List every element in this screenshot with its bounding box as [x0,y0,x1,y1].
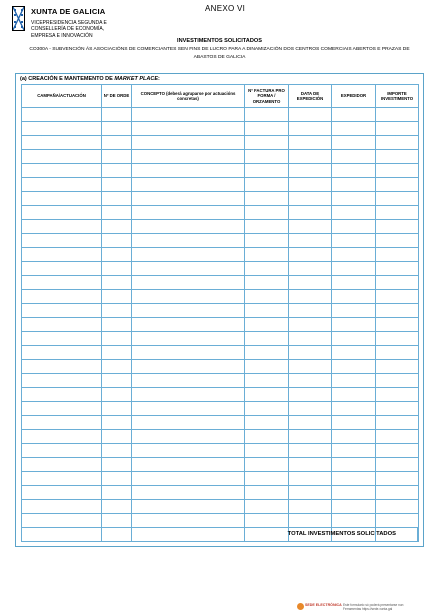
cell-campaign[interactable] [22,430,102,444]
cell-order-number[interactable] [102,430,132,444]
cell-issue-date[interactable] [289,416,332,430]
table-row [22,220,419,234]
cell-order-number[interactable] [102,262,132,276]
cell-amount[interactable] [376,276,419,290]
footer-text [343,603,403,612]
cell-amount[interactable] [376,178,419,192]
cell-concept[interactable] [132,290,245,304]
cell-concept[interactable] [132,360,245,374]
cell-issuer[interactable] [332,108,376,122]
cell-amount[interactable] [376,332,419,346]
table-row [22,332,419,346]
section-label-italic: MARKET PLACE [114,76,159,82]
cell-amount[interactable] [376,472,419,486]
cell-issue-date[interactable] [289,458,332,472]
cell-issuer[interactable] [332,472,376,486]
cell-order-number[interactable] [102,290,132,304]
table-row [22,388,419,402]
cell-amount[interactable] [376,458,419,472]
cell-issue-date[interactable] [289,346,332,360]
cell-amount[interactable] [376,122,419,136]
department-line: VICEPRESIDENCIA SEGUNDA E [31,20,107,26]
cell-concept[interactable] [132,332,245,346]
cell-order-number[interactable] [102,486,132,500]
cell-issuer[interactable] [332,276,376,290]
cell-order-number[interactable] [102,458,132,472]
cell-campaign[interactable] [22,108,102,122]
cell-issuer[interactable] [332,290,376,304]
column-header-issue-date: DATA DE EXPEDICIÓN [289,85,332,108]
table-row [22,178,419,192]
table-row [22,472,419,486]
cell-concept[interactable] [132,388,245,402]
cell-invoice-number[interactable] [245,220,289,234]
cell-order-number[interactable] [102,108,132,122]
cell-order-number[interactable] [102,360,132,374]
cell-order-number[interactable] [102,164,132,178]
table-row [22,374,419,388]
cell-order-number[interactable] [102,234,132,248]
cell-issuer[interactable] [332,206,376,220]
cell-concept[interactable] [132,164,245,178]
cell-amount[interactable] [376,416,419,430]
cell-issue-date[interactable] [289,444,332,458]
cell-issue-date[interactable] [289,234,332,248]
document-subtitle: CO300A - SUBVENCIÓN ÁS ASOCIACIÓNS DE COMERCIANTES SEN FINS DE LUCRO PARA A DINAMIZACIÓN DOS CENTROS COMERCIAIS ABERTOS E PRAZAS DE ABASTOS DE GALICIA [29,47,410,60]
table-row [22,304,419,318]
cell-issuer[interactable] [332,500,376,514]
table-row [22,206,419,220]
cell-campaign[interactable] [22,472,102,486]
cell-issue-date[interactable] [289,164,332,178]
cell-order-number[interactable] [102,178,132,192]
cell-issuer[interactable] [332,318,376,332]
cell-concept[interactable] [132,430,245,444]
section-label-suffix: : [158,76,160,82]
cell-issue-date[interactable] [289,178,332,192]
footer-line: Este formulario só poderá presentarse nun [343,603,404,607]
cell-invoice-number[interactable] [245,318,289,332]
cell-amount[interactable] [376,290,419,304]
cell-order-number[interactable] [102,304,132,318]
cell-campaign[interactable] [22,234,102,248]
cell-amount[interactable] [376,150,419,164]
table-row [22,486,419,500]
cell-order-number[interactable] [102,206,132,220]
table-row [22,514,419,528]
cell-concept[interactable] [132,192,245,206]
cell-issue-date[interactable] [289,262,332,276]
cell-amount[interactable] [376,402,419,416]
table-row [22,360,419,374]
cell-campaign[interactable] [22,276,102,290]
cell-issue-date[interactable] [289,360,332,374]
column-header-amount: IMPORTE INVESTIMENTO [376,85,419,108]
cell-issue-date[interactable] [289,472,332,486]
cell-order-number[interactable] [102,276,132,290]
cell-amount[interactable] [376,514,419,528]
cell-order-number[interactable] [102,136,132,150]
cell-invoice-number[interactable] [245,360,289,374]
cell-campaign[interactable] [22,346,102,360]
cell-concept[interactable] [132,402,245,416]
cell-issue-date[interactable] [289,318,332,332]
cell-issue-date[interactable] [289,514,332,528]
xunta-emblem-icon [12,6,25,31]
cell-amount[interactable] [376,164,419,178]
cell-concept[interactable] [132,178,245,192]
cell-issuer[interactable] [332,150,376,164]
annex-label: ANEXO VI [205,4,246,13]
cell-amount[interactable] [376,220,419,234]
cell-amount[interactable] [376,108,419,122]
table-row [22,416,419,430]
cell-amount[interactable] [376,234,419,248]
cell-concept[interactable] [132,458,245,472]
cell-order-number[interactable] [102,318,132,332]
cell-invoice-number[interactable] [245,234,289,248]
cell-campaign[interactable] [22,360,102,374]
table-row [22,402,419,416]
table-row [22,108,419,122]
cell-invoice-number[interactable] [245,248,289,262]
cell-issuer[interactable] [332,192,376,206]
cell-invoice-number[interactable] [245,472,289,486]
cell-issuer[interactable] [332,360,376,374]
cell-concept[interactable] [132,374,245,388]
cell-invoice-number[interactable] [245,444,289,458]
cell-amount[interactable] [376,486,419,500]
cell-amount[interactable] [376,206,419,220]
cell-campaign[interactable] [22,332,102,346]
table-row [22,458,419,472]
footer [297,603,437,613]
cell-issue-date[interactable] [289,430,332,444]
cell-campaign[interactable] [22,486,102,500]
cell-issuer[interactable] [332,136,376,150]
cell-concept[interactable] [132,472,245,486]
column-header-issuer: EXPEDIDOR [332,85,376,108]
cell-order-number[interactable] [102,374,132,388]
cell-amount[interactable] [376,192,419,206]
cell-issuer[interactable] [332,220,376,234]
cell-invoice-number[interactable] [245,122,289,136]
cell-issuer[interactable] [332,262,376,276]
cell-order-number[interactable] [102,444,132,458]
cell-campaign[interactable] [22,500,102,514]
cell-issue-date[interactable] [289,150,332,164]
cell-amount[interactable] [376,360,419,374]
cell-invoice-number[interactable] [245,136,289,150]
cell-issue-date[interactable] [289,122,332,136]
cell-campaign[interactable] [22,304,102,318]
cell-invoice-number[interactable] [245,500,289,514]
cell-campaign[interactable] [22,388,102,402]
table-header-row [22,85,419,108]
cell-campaign[interactable] [22,514,102,528]
table-row [22,164,419,178]
cell-campaign[interactable] [22,262,102,276]
cell-concept[interactable] [132,262,245,276]
cell-issuer[interactable] [332,430,376,444]
total-amount-field[interactable] [375,527,418,542]
cell-order-number[interactable] [102,402,132,416]
cell-campaign[interactable] [22,416,102,430]
cell-issue-date[interactable] [289,402,332,416]
cell-invoice-number[interactable] [245,486,289,500]
cell-issuer[interactable] [332,374,376,388]
cell-campaign[interactable] [22,318,102,332]
cell-order-number[interactable] [102,346,132,360]
table-body [22,108,419,542]
cell-amount[interactable] [376,430,419,444]
cell-issue-date[interactable] [289,332,332,346]
cell-order-number[interactable] [102,500,132,514]
cell-campaign[interactable] [22,178,102,192]
cell-campaign[interactable] [22,150,102,164]
cell-invoice-number[interactable] [245,192,289,206]
cell-concept[interactable] [132,220,245,234]
cell-issuer[interactable] [332,346,376,360]
cell-invoice-number[interactable] [245,458,289,472]
table-row [22,136,419,150]
cell-invoice-number[interactable] [245,346,289,360]
cell-campaign[interactable] [22,374,102,388]
cell-issuer[interactable] [332,178,376,192]
table-row [22,248,419,262]
cell-invoice-number[interactable] [245,150,289,164]
cell-concept[interactable] [132,500,245,514]
cell-invoice-number[interactable] [245,276,289,290]
sede-electronica-icon [297,603,304,610]
cell-campaign[interactable] [22,206,102,220]
cell-invoice-number[interactable] [245,402,289,416]
cell-amount[interactable] [376,346,419,360]
cell-concept[interactable] [132,304,245,318]
cell-order-number[interactable] [102,514,132,528]
section-heading [20,76,160,82]
cell-concept[interactable] [132,416,245,430]
table-row [22,318,419,332]
cell-invoice-number[interactable] [245,290,289,304]
cell-amount[interactable] [376,444,419,458]
cell-issue-date[interactable] [289,192,332,206]
cell-invoice-number[interactable] [245,388,289,402]
cell-amount[interactable] [376,318,419,332]
cell-invoice-number[interactable] [245,374,289,388]
cell-issuer[interactable] [332,122,376,136]
cell-order-number[interactable] [102,248,132,262]
cell-concept[interactable] [132,248,245,262]
cell-campaign[interactable] [22,444,102,458]
cell-invoice-number[interactable] [245,262,289,276]
cell-issue-date[interactable] [289,276,332,290]
cell-invoice-number[interactable] [245,164,289,178]
footer-line: Ferramentas https://sede.xunta.gal [343,607,393,612]
cell-concept[interactable] [132,136,245,150]
total-label: TOTAL INVESTIMENTOS SOLICITADOS [287,531,396,537]
cell-order-number[interactable] [102,388,132,402]
cell-order-number[interactable] [102,150,132,164]
table-row [22,290,419,304]
cell-invoice-number[interactable] [245,416,289,430]
cell-issuer[interactable] [332,304,376,318]
org-name: XUNTA DE GALICIA [31,7,106,16]
cell-amount[interactable] [376,248,419,262]
cell-amount[interactable] [376,262,419,276]
cell-amount[interactable] [376,136,419,150]
cell-order-number[interactable] [102,416,132,430]
document-title: INVESTIMENTOS SOLICITADOS [177,38,262,44]
cell-concept[interactable] [132,318,245,332]
footer-brand: SEDE ELECTRÓNICA [305,603,342,607]
cell-invoice-number[interactable] [245,108,289,122]
cell-issue-date[interactable] [289,248,332,262]
section-label: (a) CREACIÓN E MANTEMENTO DE [20,76,113,82]
cell-issuer[interactable] [332,444,376,458]
cell-concept[interactable] [132,234,245,248]
cell-issuer[interactable] [332,458,376,472]
cell-concept[interactable] [132,486,245,500]
cell-concept[interactable] [132,514,245,528]
cell-invoice-number[interactable] [245,178,289,192]
cell-invoice-number[interactable] [245,206,289,220]
cell-campaign[interactable] [22,122,102,136]
department-line: EMPRESA E INNOVACIÓN [31,32,93,39]
cell-issuer[interactable] [332,388,376,402]
cell-campaign[interactable] [22,192,102,206]
cell-issue-date[interactable] [289,500,332,514]
cell-amount[interactable] [376,374,419,388]
department-name [31,20,107,39]
cell-amount[interactable] [376,388,419,402]
cell-issue-date[interactable] [289,388,332,402]
cell-issue-date[interactable] [289,220,332,234]
investments-table [21,84,419,542]
cell-amount[interactable] [376,304,419,318]
cell-invoice-number[interactable] [245,514,289,528]
cell-issue-date[interactable] [289,108,332,122]
table-row [22,500,419,514]
cell-issue-date[interactable] [289,486,332,500]
cell-campaign[interactable] [22,164,102,178]
table-row [22,444,419,458]
cell-issue-date[interactable] [289,374,332,388]
cell-issue-date[interactable] [289,206,332,220]
cell-invoice-number[interactable] [245,332,289,346]
cell-campaign[interactable] [22,136,102,150]
cell-issuer[interactable] [332,248,376,262]
cell-order-number[interactable] [102,122,132,136]
table-row [22,430,419,444]
cell-issuer[interactable] [332,234,376,248]
cell-campaign[interactable] [22,220,102,234]
cell-concept[interactable] [132,150,245,164]
cell-order-number[interactable] [102,192,132,206]
cell-campaign[interactable] [22,290,102,304]
cell-campaign[interactable] [22,402,102,416]
cell-campaign[interactable] [22,248,102,262]
cell-issuer[interactable] [332,486,376,500]
cell-issue-date[interactable] [289,136,332,150]
cell-order-number[interactable] [102,332,132,346]
table-row [22,262,419,276]
column-header-campaign: CAMPAÑA/ACTUACIÓN [22,85,102,108]
cell-issue-date[interactable] [289,290,332,304]
department-line: CONSELLERÍA DE ECONOMÍA, [31,26,105,33]
column-header-invoice-number: Nº FACTURA PRO FORMA / ORZAMENTO [245,85,289,108]
column-header-concept: CONCEPTO (deberá agruparse por actuacións concretas) [132,85,245,108]
cell-issuer[interactable] [332,514,376,528]
table-row [22,276,419,290]
cell-issuer[interactable] [332,332,376,346]
cell-order-number[interactable] [102,220,132,234]
table-row [22,122,419,136]
cell-order-number[interactable] [102,472,132,486]
table-row [22,150,419,164]
cell-amount[interactable] [376,500,419,514]
cell-issue-date[interactable] [289,304,332,318]
cell-invoice-number[interactable] [245,304,289,318]
cell-issuer[interactable] [332,402,376,416]
cell-concept[interactable] [132,122,245,136]
cell-issuer[interactable] [332,164,376,178]
cell-campaign[interactable] [22,458,102,472]
column-header-order-number: Nº DE ORDE [102,85,132,108]
cell-concept[interactable] [132,346,245,360]
cell-concept[interactable] [132,444,245,458]
cell-concept[interactable] [132,276,245,290]
cell-invoice-number[interactable] [245,430,289,444]
cell-concept[interactable] [132,108,245,122]
cell-issuer[interactable] [332,416,376,430]
table-row [22,346,419,360]
table-row [22,234,419,248]
table-row [22,192,419,206]
cell-concept[interactable] [132,206,245,220]
